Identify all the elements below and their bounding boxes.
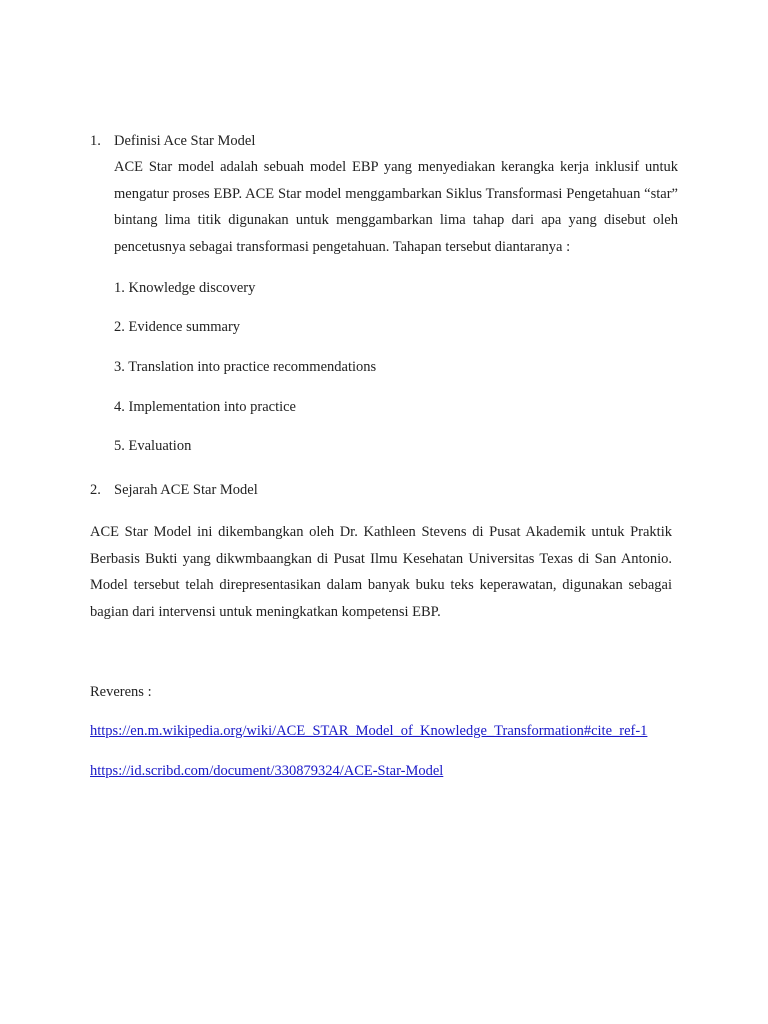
stage-item: 5. Evaluation (114, 438, 192, 454)
stage-item: 3. Translation into practice recommendations (114, 359, 377, 375)
section-1-heading: Definisi Ace Star Model (114, 133, 256, 149)
section-1-number: 1. (90, 133, 101, 149)
stage-item: 4. Implementation into practice (114, 399, 296, 415)
section-1-paragraph: ACE Star model adalah sebuah model EBP yang menyediakan kerangka kerja inklusif untuk mengatur proses EBP. ACE Star model menggambarkan Siklus Transformasi Pengetahuan “star” bintang lima titik digunakan untuk menggambarkan lima tahap dari apa yang disebut oleh pencetusnya sebagai transformasi pengetahuan. Tahapan tersebut diantaranya : (114, 159, 678, 255)
section-2-heading: Sejarah ACE Star Model (114, 482, 258, 498)
references-label: Reverens : (90, 684, 152, 700)
section-2-paragraph: ACE Star Model ini dikembangkan oleh Dr. Kathleen Stevens di Pusat Akademik untuk Praktik Berbasis Bukti yang dikwmbaangkan di Pusat Ilmu Kesehatan Universitas Texas di San Antonio. Model tersebut telah direpresentasikan dalam banyak buku teks keperawatan, digunakan sebagai bagian dari intervensi untuk meningkatkan kompetensi EBP. (90, 524, 672, 620)
section-2-number: 2. (90, 482, 101, 498)
stage-item: 2. Evidence summary (114, 319, 241, 335)
reference-link-wikipedia[interactable]: https://en.m.wikipedia.org/wiki/ACE_STAR_Model_of_Knowledge_Transformation#cite_ref-1 (90, 723, 648, 739)
reference-link-scribd[interactable]: https://id.scribd.com/document/330879324/ACE-Star-Model (90, 763, 444, 779)
stage-item: 1. Knowledge discovery (114, 280, 256, 296)
